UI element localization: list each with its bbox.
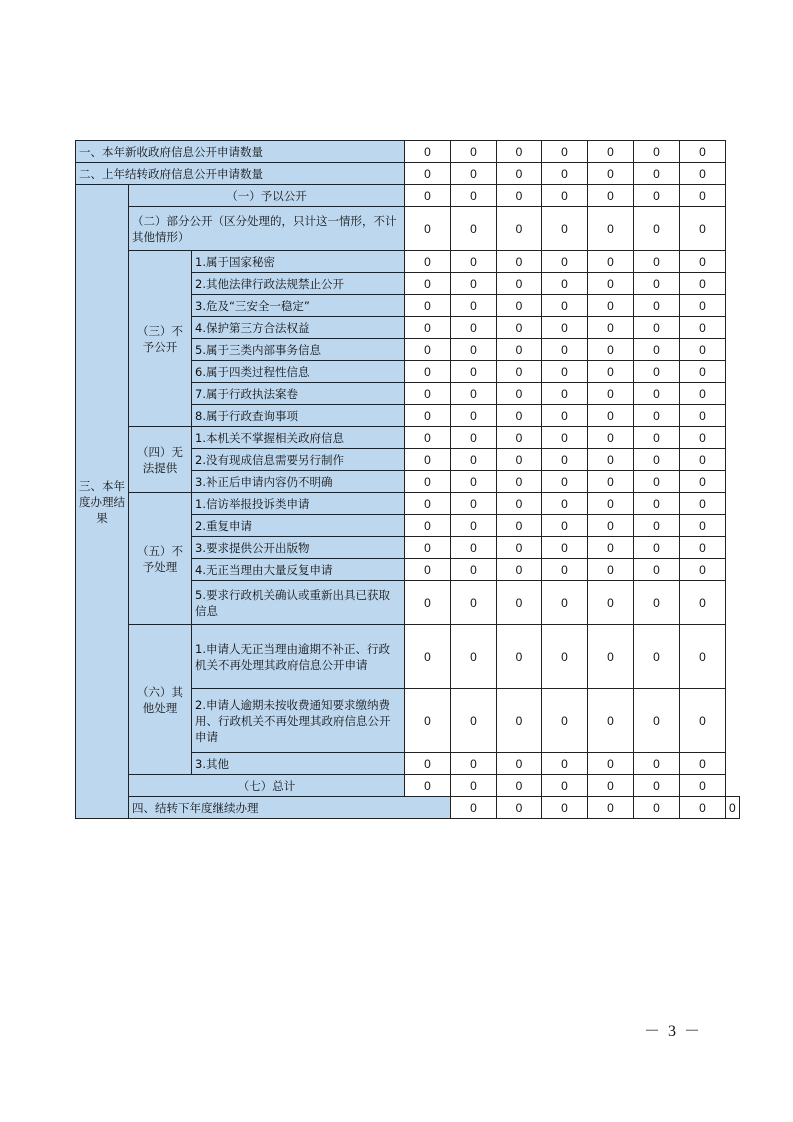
value-cell: 0 (542, 797, 588, 819)
value-cell: 0 (497, 559, 542, 581)
table-body (76, 141, 740, 819)
value-cell: 0 (680, 559, 726, 581)
table-row (76, 185, 740, 207)
value-cell: 0 (588, 405, 634, 427)
item-label: 2.其他法律行政法规禁止公开 (192, 273, 405, 295)
value-cell: 0 (497, 339, 542, 361)
value-cell: 0 (451, 753, 497, 775)
item-label: 4.保护第三方合法权益 (192, 317, 405, 339)
page-number: － 3 － (644, 1023, 703, 1040)
value-cell: 0 (588, 295, 634, 317)
value-cell: 0 (542, 427, 588, 449)
value-cell: 0 (542, 493, 588, 515)
value-cell: 0 (497, 251, 542, 273)
value-cell: 0 (542, 295, 588, 317)
value-cell: 0 (634, 405, 680, 427)
value-cell: 0 (588, 581, 634, 625)
value-cell: 0 (405, 339, 451, 361)
value-cell: 0 (497, 405, 542, 427)
value-cell: 0 (451, 383, 497, 405)
value-cell: 0 (588, 775, 634, 797)
value-cell: 0 (680, 163, 726, 185)
value-cell: 0 (680, 383, 726, 405)
value-cell: 0 (497, 449, 542, 471)
value-cell: 0 (497, 797, 542, 819)
value-cell: 0 (542, 537, 588, 559)
value-cell: 0 (588, 559, 634, 581)
item-label: 3.要求提供公开出版物 (192, 537, 405, 559)
value-cell: 0 (405, 625, 451, 689)
value-cell: 0 (405, 185, 451, 207)
value-cell: 0 (405, 449, 451, 471)
value-cell: 0 (451, 515, 497, 537)
value-cell: 0 (542, 625, 588, 689)
value-cell: 0 (634, 427, 680, 449)
value-cell: 0 (634, 625, 680, 689)
value-cell: 0 (588, 339, 634, 361)
value-cell: 0 (451, 493, 497, 515)
value-cell: 0 (726, 797, 740, 819)
value-cell: 0 (405, 273, 451, 295)
value-cell: 0 (405, 559, 451, 581)
value-cell: 0 (634, 163, 680, 185)
value-cell: 0 (451, 405, 497, 427)
value-cell: 0 (405, 537, 451, 559)
item-label: 7.属于行政执法案卷 (192, 383, 405, 405)
value-cell: 0 (451, 689, 497, 753)
value-cell: 0 (680, 427, 726, 449)
value-cell: 0 (405, 689, 451, 753)
value-cell: 0 (405, 581, 451, 625)
value-cell: 0 (542, 471, 588, 493)
value-cell: 0 (405, 753, 451, 775)
value-cell: 0 (680, 185, 726, 207)
table-row (76, 625, 740, 689)
value-cell: 0 (451, 797, 497, 819)
value-cell: 0 (405, 295, 451, 317)
value-cell: 0 (497, 515, 542, 537)
value-cell: 0 (680, 361, 726, 383)
value-cell: 0 (542, 775, 588, 797)
item-label: 3.其他 (192, 753, 405, 775)
value-cell: 0 (680, 775, 726, 797)
value-cell: 0 (497, 383, 542, 405)
value-cell: 0 (451, 449, 497, 471)
item-label: 1.属于国家秘密 (192, 251, 405, 273)
value-cell: 0 (588, 317, 634, 339)
item-label: 1.申请人无正当理由逾期不补正、行政机关不再处理其政府信息公开申请 (192, 625, 405, 689)
value-cell: 0 (405, 493, 451, 515)
value-cell: 0 (680, 581, 726, 625)
value-cell: 0 (497, 581, 542, 625)
value-cell: 0 (588, 753, 634, 775)
value-cell: 0 (588, 361, 634, 383)
value-cell: 0 (497, 141, 542, 163)
value-cell: 0 (634, 207, 680, 251)
item-label: 2.没有现成信息需要另行制作 (192, 449, 405, 471)
group-label-unable: （四）无法提供 (129, 427, 192, 493)
item-label: 5.属于三类内部事务信息 (192, 339, 405, 361)
value-cell: 0 (542, 339, 588, 361)
value-cell: 0 (634, 317, 680, 339)
value-cell: 0 (588, 797, 634, 819)
value-cell: 0 (542, 185, 588, 207)
value-cell: 0 (588, 689, 634, 753)
value-cell: 0 (451, 141, 497, 163)
value-cell: 0 (634, 273, 680, 295)
value-cell: 0 (680, 493, 726, 515)
value-cell: 0 (588, 185, 634, 207)
value-cell: 0 (634, 295, 680, 317)
value-cell: 0 (451, 207, 497, 251)
value-cell: 0 (634, 493, 680, 515)
value-cell: 0 (588, 141, 634, 163)
value-cell: 0 (497, 427, 542, 449)
value-cell: 0 (634, 339, 680, 361)
group-label-disclosed: （一）予以公开 (129, 185, 405, 207)
value-cell: 0 (588, 471, 634, 493)
value-cell: 0 (542, 515, 588, 537)
table-row (76, 775, 740, 797)
value-cell: 0 (497, 163, 542, 185)
table-row (76, 493, 740, 515)
value-cell: 0 (497, 775, 542, 797)
value-cell: 0 (634, 251, 680, 273)
value-cell: 0 (542, 449, 588, 471)
value-cell: 0 (451, 163, 497, 185)
value-cell: 0 (542, 207, 588, 251)
value-cell: 0 (680, 515, 726, 537)
value-cell: 0 (405, 383, 451, 405)
value-cell: 0 (680, 537, 726, 559)
value-cell: 0 (634, 141, 680, 163)
value-cell: 0 (542, 163, 588, 185)
value-cell: 0 (588, 493, 634, 515)
value-cell: 0 (451, 625, 497, 689)
item-label: 4.无正当理由大量反复申请 (192, 559, 405, 581)
value-cell: 0 (497, 273, 542, 295)
value-cell: 0 (405, 775, 451, 797)
value-cell: 0 (680, 449, 726, 471)
value-cell: 0 (542, 581, 588, 625)
value-cell: 0 (634, 797, 680, 819)
value-cell: 0 (405, 317, 451, 339)
value-cell: 0 (542, 317, 588, 339)
value-cell: 0 (634, 515, 680, 537)
value-cell: 0 (588, 537, 634, 559)
value-cell: 0 (542, 251, 588, 273)
item-label: 8.属于行政查询事项 (192, 405, 405, 427)
value-cell: 0 (542, 753, 588, 775)
row-label-new-requests: 一、本年新收政府信息公开申请数量 (76, 141, 405, 163)
value-cell: 0 (542, 405, 588, 427)
value-cell: 0 (588, 427, 634, 449)
item-label: 2.申请人逾期未按收费通知要求缴纳费用、行政机关不再处理其政府信息公开申请 (192, 689, 405, 753)
value-cell: 0 (588, 515, 634, 537)
value-cell: 0 (405, 515, 451, 537)
value-cell: 0 (680, 405, 726, 427)
value-cell: 0 (634, 775, 680, 797)
value-cell: 0 (680, 625, 726, 689)
item-label: 3.补正后申请内容仍不明确 (192, 471, 405, 493)
value-cell: 0 (680, 689, 726, 753)
value-cell: 0 (451, 581, 497, 625)
value-cell: 0 (497, 471, 542, 493)
item-label: 6.属于四类过程性信息 (192, 361, 405, 383)
value-cell: 0 (497, 207, 542, 251)
value-cell: 0 (542, 559, 588, 581)
value-cell: 0 (588, 207, 634, 251)
value-cell: 0 (451, 361, 497, 383)
value-cell: 0 (451, 185, 497, 207)
value-cell: 0 (634, 449, 680, 471)
value-cell: 0 (680, 251, 726, 273)
value-cell: 0 (497, 295, 542, 317)
value-cell: 0 (497, 185, 542, 207)
value-cell: 0 (405, 163, 451, 185)
value-cell: 0 (634, 689, 680, 753)
group-label-not-disclosed: （三）不予公开 (129, 251, 192, 427)
value-cell: 0 (588, 625, 634, 689)
value-cell: 0 (680, 273, 726, 295)
value-cell: 0 (634, 559, 680, 581)
value-cell: 0 (451, 775, 497, 797)
item-label: 1.信访举报投诉类申请 (192, 493, 405, 515)
value-cell: 0 (680, 753, 726, 775)
table-row (76, 163, 740, 185)
value-cell: 0 (542, 141, 588, 163)
value-cell: 0 (497, 317, 542, 339)
value-cell: 0 (634, 471, 680, 493)
value-cell: 0 (497, 753, 542, 775)
item-label: 2.重复申请 (192, 515, 405, 537)
group-label-total: （七）总计 (129, 775, 405, 797)
value-cell: 0 (680, 207, 726, 251)
value-cell: 0 (497, 537, 542, 559)
value-cell: 0 (542, 361, 588, 383)
group-label-other: （六）其他处理 (129, 625, 192, 775)
table-row (76, 207, 740, 251)
value-cell: 0 (497, 689, 542, 753)
group-label-not-processed: （五）不予处理 (129, 493, 192, 625)
value-cell: 0 (634, 383, 680, 405)
value-cell: 0 (680, 317, 726, 339)
value-cell: 0 (634, 361, 680, 383)
item-label: 1.本机关不掌握相关政府信息 (192, 427, 405, 449)
value-cell: 0 (680, 339, 726, 361)
table-row (76, 427, 740, 449)
value-cell: 0 (405, 141, 451, 163)
item-label: 5.要求行政机关确认或重新出具已获取信息 (192, 581, 405, 625)
group-label-partial: （二）部分公开（区分处理的，只计这一情形，不计其他情形） (129, 207, 405, 251)
value-cell: 0 (451, 427, 497, 449)
value-cell: 0 (405, 361, 451, 383)
table-row (76, 251, 740, 273)
value-cell: 0 (588, 383, 634, 405)
value-cell: 0 (451, 251, 497, 273)
value-cell: 0 (588, 273, 634, 295)
value-cell: 0 (451, 471, 497, 493)
value-cell: 0 (634, 537, 680, 559)
table-row (76, 797, 740, 819)
value-cell: 0 (405, 427, 451, 449)
value-cell: 0 (680, 471, 726, 493)
value-cell: 0 (497, 361, 542, 383)
value-cell: 0 (542, 689, 588, 753)
value-cell: 0 (680, 295, 726, 317)
value-cell: 0 (451, 339, 497, 361)
value-cell: 0 (405, 471, 451, 493)
value-cell: 0 (542, 273, 588, 295)
value-cell: 0 (680, 797, 726, 819)
value-cell: 0 (451, 559, 497, 581)
value-cell: 0 (634, 185, 680, 207)
row-label-carried-over: 二、上年结转政府信息公开申请数量 (76, 163, 405, 185)
value-cell: 0 (451, 273, 497, 295)
value-cell: 0 (588, 251, 634, 273)
section-label-results: 三、本年度办理结果 (76, 185, 129, 819)
value-cell: 0 (451, 295, 497, 317)
value-cell: 0 (405, 207, 451, 251)
value-cell: 0 (634, 581, 680, 625)
value-cell: 0 (497, 493, 542, 515)
table-row (76, 141, 740, 163)
value-cell: 0 (588, 163, 634, 185)
statistics-table (75, 140, 740, 819)
value-cell: 0 (497, 625, 542, 689)
value-cell: 0 (405, 405, 451, 427)
row-label-next-year: 四、结转下年度继续办理 (129, 797, 451, 819)
item-label: 3.危及“三安全一稳定” (192, 295, 405, 317)
value-cell: 0 (451, 537, 497, 559)
value-cell: 0 (405, 251, 451, 273)
value-cell: 0 (588, 449, 634, 471)
value-cell: 0 (634, 753, 680, 775)
value-cell: 0 (542, 383, 588, 405)
value-cell: 0 (680, 141, 726, 163)
value-cell: 0 (451, 317, 497, 339)
